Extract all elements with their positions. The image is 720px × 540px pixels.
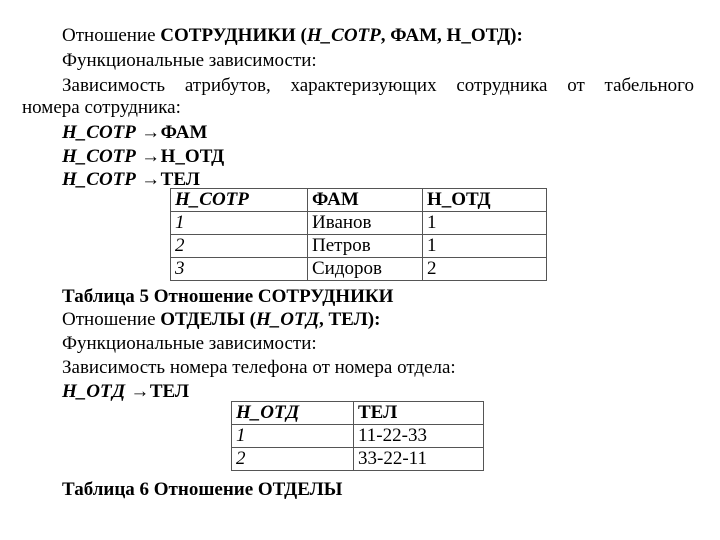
other-attributes: , ТЕЛ [319,309,368,330]
table-cell: 1 [423,235,547,258]
column-header: ФАМ [308,189,423,212]
relation-title-employees [62,25,523,47]
table-cell: 2 [171,235,308,258]
table-header-row [232,402,484,425]
table-row [232,425,484,448]
other-attributes: , ФАМ, Н_ОТД [380,25,511,46]
table-cell: 11-22-33 [354,425,484,448]
functional-dependency [62,146,224,168]
fd-right: ТЕЛ [149,381,190,402]
table-row [171,258,547,281]
close-paren: ): [510,25,523,46]
table-cell: Иванов [308,212,423,235]
table-row [232,448,484,471]
column-header: Н_СОТР [171,189,308,212]
functional-dependency [62,381,189,403]
close-paren: ): [367,309,381,330]
open-paren: ( [249,309,256,330]
dependency-description: Зависимость номера телефона от номера отдела: [62,357,456,378]
functional-dependency [62,122,207,144]
relation-name: ОТДЕЛЫ [160,309,245,330]
table-cell: 3 [171,258,308,281]
column-header: Н_ОТД [232,402,354,425]
employees-table [170,188,547,281]
relation-title-departments [62,309,380,331]
column-header: Н_ОТД [423,189,547,212]
fd-left: Н_ОТД [62,381,126,402]
table-caption: Таблица 6 Отношение ОТДЕЛЫ [62,479,343,500]
fd-heading: Функциональные зависимости: [62,333,317,354]
dependency-description: Зависимость атрибутов, характеризующих сотрудника от табельного [62,75,694,96]
relation-prefix: Отношение [62,25,156,46]
fd-left: Н_СОТР [62,122,136,143]
fd-right: ФАМ [160,122,208,143]
table-cell: 1 [232,425,354,448]
table-caption: Таблица 5 Отношение СОТРУДНИКИ [62,286,394,307]
fd-right: Н_ОТД [160,146,225,167]
table-cell: 2 [423,258,547,281]
relation-prefix: Отношение [62,309,156,330]
arrow-right-icon: → [141,169,161,190]
table-cell: 33-22-11 [354,448,484,471]
open-paren: ( [300,25,307,46]
arrow-right-icon: → [130,381,150,402]
table-cell: 2 [232,448,354,471]
arrow-right-icon: → [141,122,161,143]
table-cell: Петров [308,235,423,258]
fd-heading: Функциональные зависимости: [62,50,317,71]
table-cell: Сидоров [308,258,423,281]
dependency-description-cont: номера сотрудника: [22,97,181,118]
column-header: ТЕЛ [354,402,484,425]
relation-name: СОТРУДНИКИ [160,25,296,46]
arrow-right-icon: → [141,146,161,167]
table-cell: 1 [423,212,547,235]
key-attribute: Н_ОТД [255,309,319,330]
departments-table [231,401,484,471]
table-header-row [171,189,547,212]
fd-right: ТЕЛ [160,169,200,190]
key-attribute: Н_СОТР [306,25,381,46]
fd-left: Н_СОТР [62,146,136,167]
table-row [171,212,547,235]
fd-left: Н_СОТР [62,169,136,190]
table-cell: 1 [171,212,308,235]
table-row [171,235,547,258]
